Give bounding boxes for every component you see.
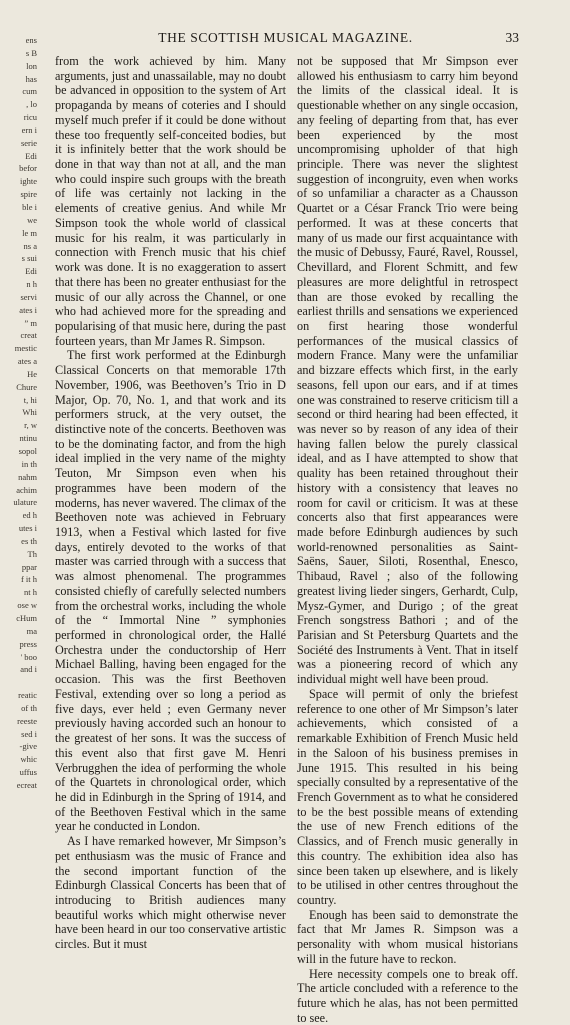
bleed-fragment: in th [21,458,37,469]
bleed-fragment: mestic [14,343,37,354]
bleed-fragment: utes i [18,523,37,534]
bleed-fragment: ns a [23,240,37,251]
bleed-fragment: ates i [19,304,37,315]
bleed-fragment: f it h [20,574,37,585]
bleed-fragment: serie [20,137,37,148]
bleed-fragment: reeste [17,715,37,726]
bleed-fragment: lon [26,60,37,71]
paragraph: The first work performed at the Edinburgh Classical Concerts on that memorable 17th November, 1906, was Beethoven’s Trio in D Major, Op. 70, No. 1, and that work and its performers struck, at the very outset, the distinctive note of the concerts. Beethoven was to be the dominating factor, and from the high ideal implied in the very name of the mighty Teuton, Mr Simpson even when his programmes have been modern of the moderns, has never wavered. The climax of the Beethoven note was achieved in February 1913, when a Festival which lasted for five days, entirely devoted to the works of that master was carried through with a success that was almost phenomenal. The programmes consisted chiefly of carefully selected numbers from the orchestral works, including the whole of the “ Immortal Nine ” symphonies performed in chronological order, the Hallé Orchestra under the conductorship of Herr Michael Balling, having been engaged for the occasion. This was the first Beethoven Festival, extending over so long a period as five days, ever held ; even Germany never previously having accorded such an honour to the greatest of her sons. It was the success of this event also that first gave M. Henri Verbrugghen the idea of performing the whole of the Quartets in chronological order, which he did in Edinburgh in the Spring of 1914, and of the Beethoven Festival which in the same year he conducted in London. [55,348,286,834]
bleed-fragment: we [27,214,37,225]
bleed-fragment: ens [25,35,37,45]
bleed-fragment: ulature [13,497,37,508]
bleed-fragment: Th [27,548,37,559]
bleed-fragment: Edi [25,150,37,161]
bleed-fragment: -give [19,741,37,752]
paragraph: Here necessity compels one to break off. The article concluded with a reference to the future which he alas, has not been permitted to see. [297,966,518,1025]
bleed-fragment: cHum [16,612,37,623]
left-column [55,54,286,952]
magazine-title: THE SCOTTISH MUSICAL MAGAZINE. [158,30,413,45]
bleed-fragment: s sui [21,253,37,264]
bleed-fragment: n h [26,279,37,290]
right-column [297,54,518,1025]
bleed-fragment: ed h [22,510,37,521]
bleed-fragment: of th [21,702,37,713]
bleed-fragment: le m [22,227,37,238]
bleed-fragment: sopol [18,446,37,456]
bleed-fragment: es th [21,535,37,546]
bleed-fragment: He [27,368,37,379]
bleed-fragment: ” m [24,317,37,328]
paragraph: Enough has been said to demonstrate the fact that Mr James R. Simpson was a personality with whom musical historians will in the future have to reckon. [297,907,518,966]
bleed-fragment: reatic [18,690,37,701]
bleed-fragment [0,676,40,689]
bleed-fragment: ricu [23,112,37,123]
bleed-fragment: and i [20,664,37,675]
running-header [54,30,517,46]
bleed-fragment: uffus [19,767,37,778]
bleed-fragment: nahm [18,471,37,482]
paragraph: Space will permit of only the briefest reference to one other of Mr Simpson’s later achievements, which consisted of a remarkable Exhibition of French Music held in the Saloon of his business premises in June 1915. This resulted in his being specially consulted by a representative of the French Government as to what he considered to be the best possible means of extending the use of new French editions of the Classics, and of French music generally in this country. The exhibition idea also has since been taken up elsewhere, and is likely to be utilised in other centres throughout the country. [297,686,518,907]
paragraph: As I have remarked however, Mr Simpson’s pet enthusiasm was the music of France and the second important function of the Edinburgh Classical Concerts has been that of introducing to British audiences many beautiful works which might otherwise never have been heard in our too conservative artistic circles. But it must [55,834,286,952]
bleed-fragment: ble i [22,201,37,212]
bleed-fragment: press [19,638,37,649]
bleed-fragment: , lo [26,99,37,110]
bleed-fragment: ntinu [19,433,37,444]
bleed-fragment: spire [20,189,37,200]
bleed-fragment: ighte [20,176,37,187]
bleed-fragment: sed i [21,728,37,739]
bleed-fragment: ' boo [20,651,37,662]
facing-page-bleed [0,34,40,790]
bleed-fragment: has [25,73,37,84]
bleed-fragment: r, w [24,420,37,431]
bleed-fragment: achim [16,484,37,495]
paragraph: from the work achieved by him. Many arguments, just and unassailable, may no doubt be advanced in opposition to the system of Art propaganda by means of coteries and I should myself much prefer if it could be done without these too frequently self-conceited bodies, but it is infinitely better that the work should be done in that way than not at all, and the man who could inspire such groups with the breath of life was certainly not lacking in the elements of creative genius. And while Mr Simpson took the whole world of classical music for his realm, it was particularly in connection with French music that his chief work was done. It is no exaggeration to assert that there has been no greater enthusiast for the music of our ally across the Channel, or one who had achieved more for the spreading and popularising of that music here, during the past fourteen years, than Mr James R. Simpson. [55,54,286,348]
bleed-fragment: servi [20,291,37,302]
bleed-fragment: ern i [21,124,37,135]
bleed-fragment: nt h [24,587,37,598]
bleed-fragment: creat [20,330,37,341]
bleed-fragment: t, hi [23,394,37,405]
bleed-fragment: Edi [25,266,37,277]
bleed-fragment: Whi [22,407,37,418]
bleed-fragment: Chure [16,381,37,392]
bleed-fragment: s B [25,47,37,58]
bleed-fragment: cum [22,86,37,97]
bleed-fragment: ecreat [16,779,37,790]
bleed-fragment: ma [26,625,37,636]
bleed-fragment: befor [19,163,37,174]
bleed-fragment: ose w [17,600,37,611]
bleed-fragment: whic [20,754,37,765]
paragraph: not be supposed that Mr Simpson ever allowed his enthusiasm to carry him beyond the limits of the classical ideal. It is questionable whether on any single occasion, any feeling of departing from that, has ever been experienced by the most uncompromising upholder of that high principle. There was never the slightest suggestion of incongruity, even when works of so unfamiliar a character as a Chausson Quartet or a César Franck Trio were being performed. It was at these concerts that many of us made our first acquaintance with the music of Debussy, Fauré, Ravel, Roussel, Chevillard, and Florent Schmitt, and few pleasures are more delightful in retrospect than are those evoked by recalling the earliest thrills and sensations we experienced on first hearing those wonderful performances of the musical classics of modern France. Many were the unfamiliar and bizzare effects which first, in the early seasons, fell upon our ears, and if at times one was constrained to reserve criticism till a second or third hearing had been effected, it was never so by reason of any idea of their having fallen below the purely classical ideal, and as I have attempted to show that quality has been retained throughout their history with a consistency that leaves no room for cavil or criticism. It was at these concerts also that first appearances were made before Edinburgh audiences by such world-renowned personalities as Saint-Saëns, Sauer, Siloti, Rosenthal, Enesco, Thibaud, Ravel ; also of the following greatest living lieder singers, Gerhardt, Culp, Mysz-Gymer, and Durigo ; of the great French songstress Bathori ; and of the Parisian and St Petersburg Quartets and the Société des Instruments à Vent. That in itself was a pioneering record of which any individual might well have been proud. [297,54,518,687]
page-number: 33 [505,30,519,45]
bleed-fragment: ates a [17,356,37,367]
bleed-fragment: ppar [21,561,37,572]
